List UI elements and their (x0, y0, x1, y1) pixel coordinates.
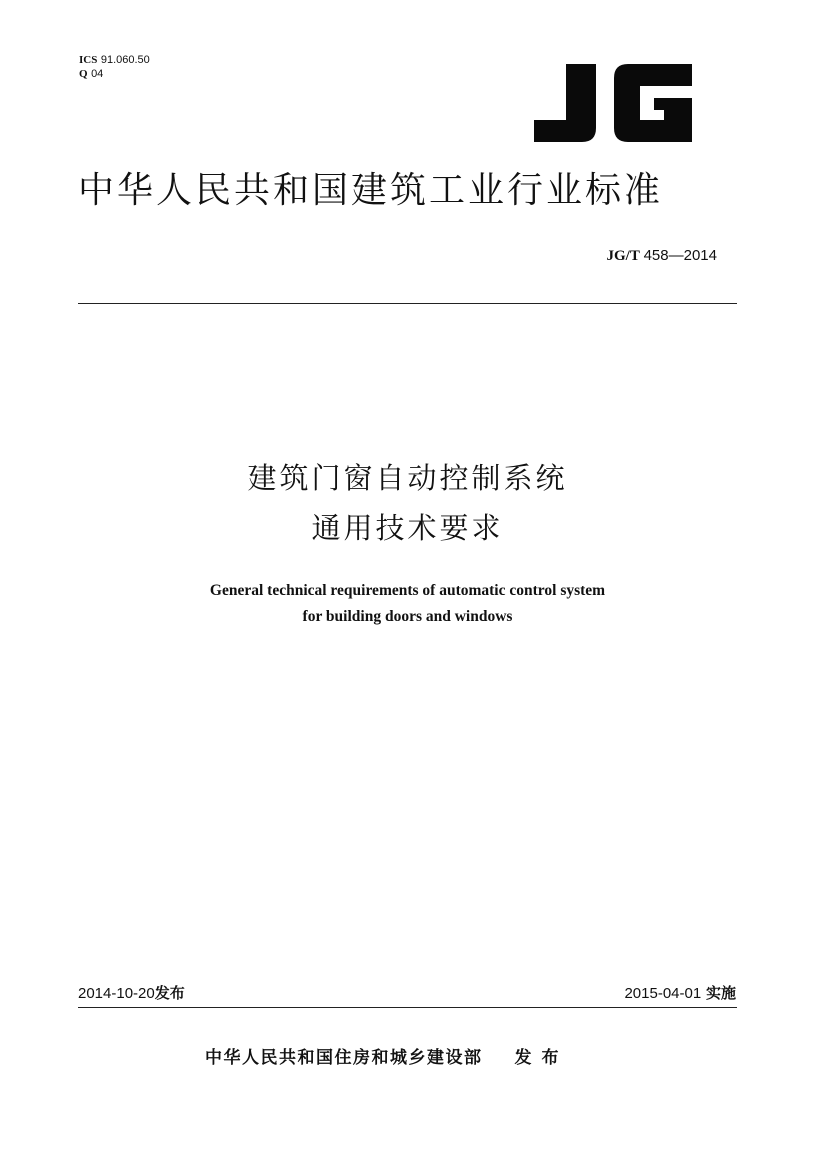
issuing-authority (205, 1046, 569, 1070)
issuer-name: 中华人民共和国住房和城乡建设部 (205, 1048, 483, 1068)
class-line (79, 67, 150, 81)
bottom-rule (78, 1007, 737, 1008)
standard-number (607, 246, 718, 266)
issuer-action: 发布 (514, 1048, 569, 1068)
top-rule (78, 303, 737, 304)
issue-date-word: 发布 (154, 984, 185, 1002)
title-en-line2: for building doors and windows (302, 608, 513, 625)
effective-date-word: 实施 (705, 984, 736, 1002)
classification-codes (79, 53, 150, 81)
logo-letter-j (534, 64, 596, 142)
title-en-line1: General technical requirements of automatic control system (209, 582, 606, 599)
title-cn-line1: 建筑门窗自动控制系统 (247, 461, 568, 495)
standard-prefix: JG/T (606, 248, 640, 264)
logo-letter-g (614, 64, 692, 142)
agency-title: 中华人民共和国建筑工业行业标准 (78, 170, 664, 211)
issue-date (78, 983, 185, 1004)
issue-date-value: 2014-10-20 (78, 985, 155, 1002)
ics-code: 91.060.50 (100, 54, 150, 66)
jg-logo (534, 64, 692, 142)
standard-code: 458—2014 (643, 247, 717, 264)
ics-label: ICS (79, 54, 98, 66)
ics-line (79, 53, 150, 67)
title-cn-line2: 通用技术要求 (311, 511, 504, 545)
effective-date (624, 983, 736, 1004)
class-code: 04 (91, 68, 104, 80)
class-label: Q (79, 68, 88, 80)
effective-date-value: 2015-04-01 (624, 985, 702, 1002)
